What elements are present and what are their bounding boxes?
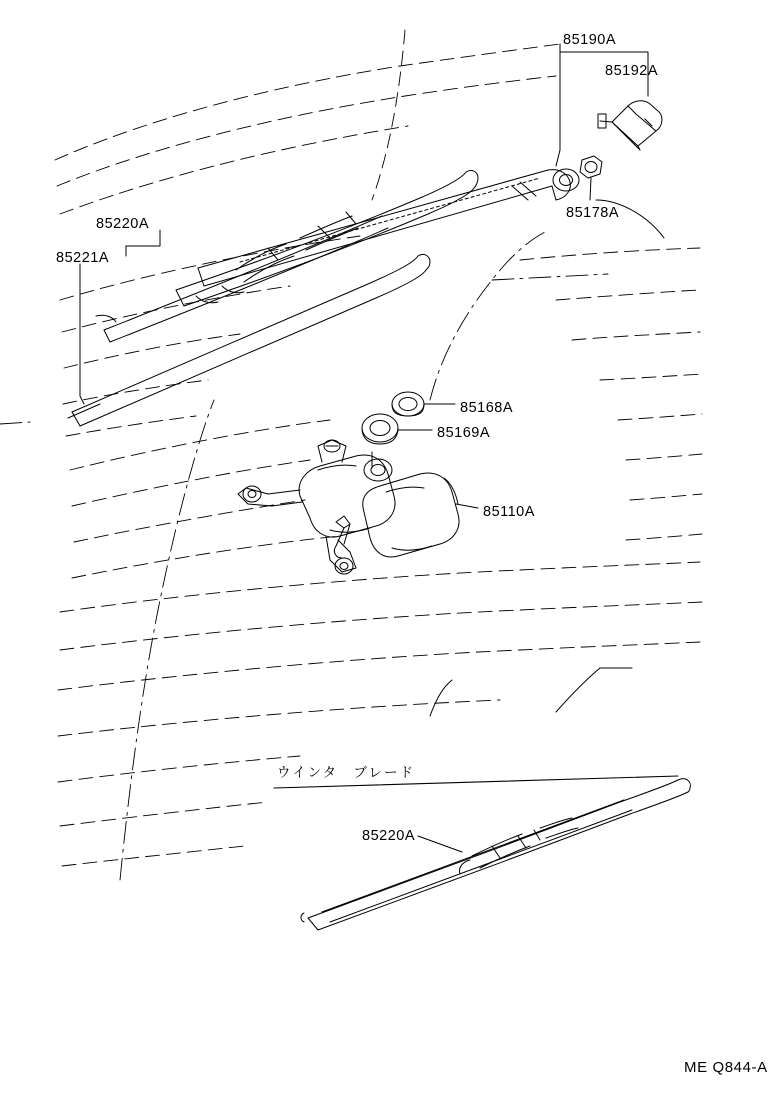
grommet-seal-parts	[362, 392, 424, 444]
part-label-85169a: 85169A	[437, 425, 490, 441]
wiper-blade-upper	[68, 170, 478, 426]
part-label-85178a: 85178A	[566, 205, 619, 221]
wiper-arm-assembly	[198, 169, 579, 286]
washer-nozzle-part	[598, 101, 662, 150]
part-label-85190a: 85190A	[563, 32, 616, 48]
part-label-85168a: 85168A	[460, 400, 513, 416]
part-label-85220a-top: 85220A	[96, 216, 149, 232]
wiper-blade-lower	[301, 779, 690, 930]
label-leaders	[80, 44, 664, 852]
part-label-85220a-bottom: 85220A	[362, 828, 415, 844]
leader-curves	[430, 668, 632, 716]
part-label-85221a: 85221A	[56, 250, 109, 266]
blade-caption-japanese: ウインタ ブレード	[277, 765, 416, 781]
part-label-85110a: 85110A	[483, 504, 535, 520]
cap-nut-part	[580, 156, 602, 178]
sheet-code: ME Q844-A	[684, 1059, 768, 1076]
wiper-motor-assembly	[238, 440, 459, 574]
part-label-85192a: 85192A	[605, 63, 658, 79]
